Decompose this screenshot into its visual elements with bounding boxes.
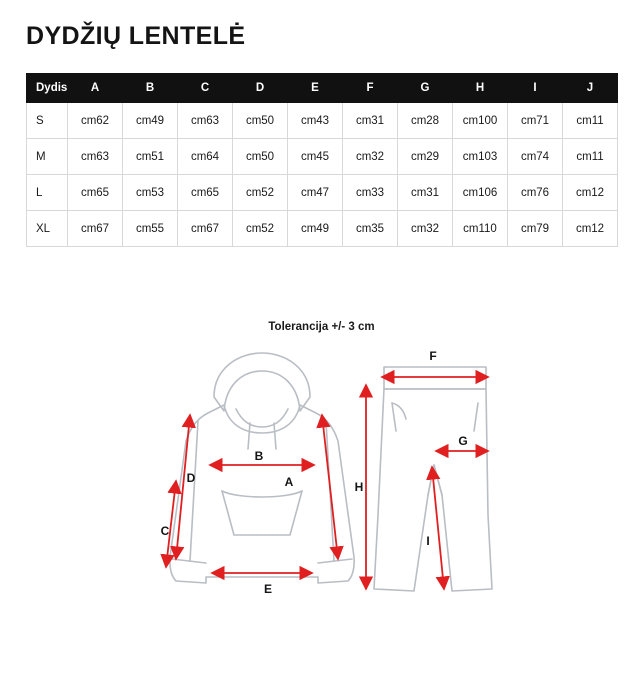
- hoodie-illustration: [170, 353, 354, 583]
- table-header-cell: J: [563, 74, 618, 103]
- table-cell: cm71: [508, 103, 563, 139]
- table-cell: cm100: [453, 103, 508, 139]
- table-cell: cm29: [398, 139, 453, 175]
- table-header-cell: C: [178, 74, 233, 103]
- table-cell: cm67: [178, 211, 233, 247]
- pants-label-i: I: [426, 534, 430, 548]
- table-cell: cm63: [178, 103, 233, 139]
- table-cell: cm65: [68, 175, 123, 211]
- table-cell: cm52: [233, 211, 288, 247]
- table-cell: cm63: [68, 139, 123, 175]
- table-cell: cm64: [178, 139, 233, 175]
- table-cell: cm110: [453, 211, 508, 247]
- table-cell: cm12: [563, 211, 618, 247]
- table-cell: cm47: [288, 175, 343, 211]
- measurement-diagram: [0, 345, 643, 615]
- table-row: [27, 211, 618, 247]
- table-header-cell: G: [398, 74, 453, 103]
- table-header-cell: D: [233, 74, 288, 103]
- table-cell: cm43: [288, 103, 343, 139]
- table-cell: cm11: [563, 139, 618, 175]
- table-header-cell: I: [508, 74, 563, 103]
- table-cell: cm31: [343, 103, 398, 139]
- table-header-cell: E: [288, 74, 343, 103]
- table-cell: cm74: [508, 139, 563, 175]
- table-header-cell: F: [343, 74, 398, 103]
- pants-label-f: F: [429, 349, 437, 363]
- table-cell: cm76: [508, 175, 563, 211]
- hoodie-measure-lines: [166, 415, 338, 573]
- hoodie-label-d: D: [186, 471, 196, 485]
- table-cell: cm50: [233, 139, 288, 175]
- table-row: [27, 139, 618, 175]
- table-header-cell: A: [68, 74, 123, 103]
- hoodie-label-c: C: [160, 524, 170, 538]
- table-cell: cm33: [343, 175, 398, 211]
- table-cell-size: S: [27, 103, 68, 139]
- table-cell: cm79: [508, 211, 563, 247]
- table-cell: cm31: [398, 175, 453, 211]
- table-cell: cm67: [68, 211, 123, 247]
- size-table-container: [26, 73, 617, 247]
- table-cell: cm65: [178, 175, 233, 211]
- table-cell: cm11: [563, 103, 618, 139]
- page-title: DYDŽIŲ LENTELĖ: [26, 22, 246, 50]
- table-header-cell: H: [453, 74, 508, 103]
- tolerance-note: Tolerancija +/- 3 cm: [268, 321, 375, 333]
- table-row: [27, 103, 618, 139]
- table-header-cell: B: [123, 74, 178, 103]
- hoodie-label-e: E: [263, 582, 273, 596]
- hoodie-label-a: A: [284, 475, 294, 489]
- table-cell: cm45: [288, 139, 343, 175]
- table-cell: cm49: [123, 103, 178, 139]
- table-header-row: [27, 74, 618, 103]
- hoodie-label-b: B: [254, 449, 264, 463]
- table-cell: cm28: [398, 103, 453, 139]
- table-cell: cm53: [123, 175, 178, 211]
- table-cell: cm62: [68, 103, 123, 139]
- table-cell: cm12: [563, 175, 618, 211]
- table-cell-size: M: [27, 139, 68, 175]
- table-cell: cm103: [453, 139, 508, 175]
- table-cell: cm32: [398, 211, 453, 247]
- table-header-cell: Dydis: [27, 74, 68, 103]
- table-cell: cm106: [453, 175, 508, 211]
- table-row: [27, 175, 618, 211]
- pants-label-g: G: [458, 434, 468, 448]
- table-cell-size: XL: [27, 211, 68, 247]
- table-cell: cm50: [233, 103, 288, 139]
- size-chart-page: [0, 22, 643, 694]
- pants-label-h: H: [354, 480, 364, 494]
- table-cell-size: L: [27, 175, 68, 211]
- table-cell: cm32: [343, 139, 398, 175]
- pants-measure-lines: [366, 377, 488, 589]
- table-cell: cm55: [123, 211, 178, 247]
- size-table: [26, 73, 618, 247]
- table-cell: cm52: [233, 175, 288, 211]
- table-cell: cm49: [288, 211, 343, 247]
- table-cell: cm35: [343, 211, 398, 247]
- table-cell: cm51: [123, 139, 178, 175]
